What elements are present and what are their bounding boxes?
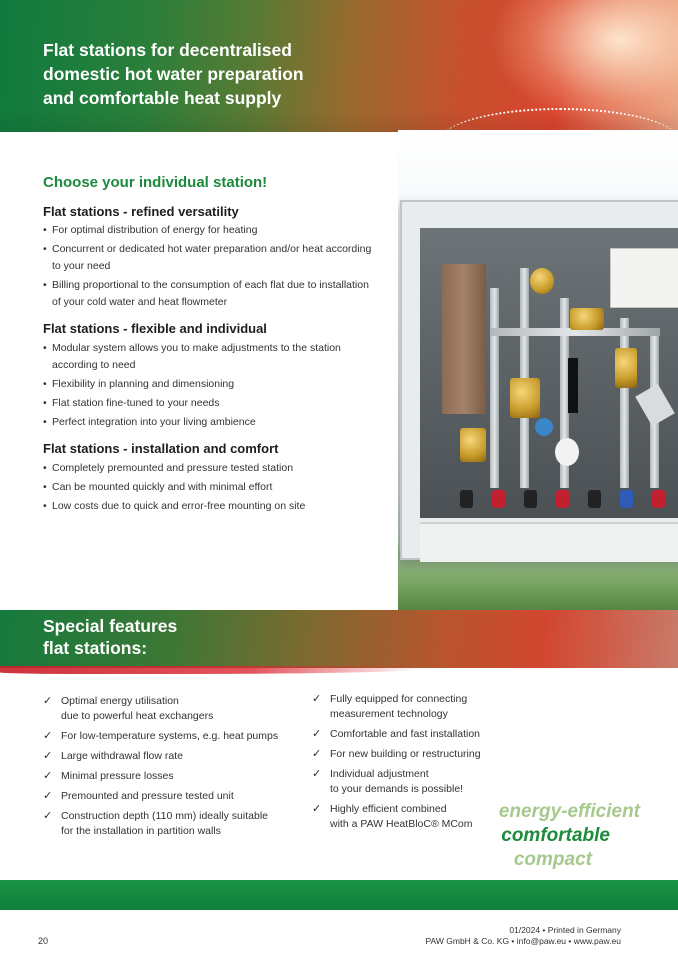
station-base-cover [420,522,678,562]
heat-exchanger [442,264,486,414]
check-icon: ✓ [312,693,322,705]
footer-band [0,880,678,910]
bullet-item: • Completely premounted and pressure tested station [43,460,373,477]
page-title-line: and comfortable heat supply [43,88,282,108]
section-heading-versatility: Flat stations - refined versatility [43,204,239,219]
footer-contact: PAW GmbH & Co. KG • info@paw.eu • www.paw.eu [425,936,621,946]
features-list-left [43,694,303,844]
feature-text: For new building or restructuring [330,748,481,760]
feature-text: Comfortable and fast installation [330,728,480,740]
bullet-item: • Perfect integration into your living ambience [43,414,343,431]
check-icon: ✓ [43,810,53,822]
features-title-line: flat stations: [43,638,148,658]
feature-item [312,767,512,797]
header-banner [0,0,678,132]
pump-fitting [530,268,554,294]
footer-print-info: 01/2024 • Printed in Germany [509,925,621,935]
bullet-item: • For optimal distribution of energy for heating [43,222,373,239]
blue-valve [535,418,553,436]
feature-text: Large withdrawal flow rate [61,750,183,762]
page-title-line: Flat stations for decentralised [43,40,292,60]
feature-item [312,727,512,742]
ball-valve [620,490,633,508]
check-icon: ✓ [43,730,53,742]
feature-text: Individual adjustment [330,768,429,780]
feature-item [43,809,303,839]
ball-valve [492,490,505,508]
features-title-line: Special features [43,616,178,636]
check-icon: ✓ [43,790,53,802]
slogan-line-comfortable: comfortable [501,825,610,846]
check-icon: ✓ [312,748,322,760]
feature-item [43,729,303,744]
feature-item [43,769,303,784]
check-icon: ✓ [312,728,322,740]
bullet-item: • Modular system allows you to make adjustments to the station according to need [43,340,343,374]
flowmeter-black [568,358,578,413]
thermostat-knob [555,438,579,466]
feature-text: Optimal energy utilisation [61,695,179,707]
feature-text: with a PAW HeatBloC® MCom [330,818,473,830]
feature-text: Highly efficient combined [330,803,447,815]
choose-heading: Choose your individual station! [43,174,268,191]
feature-text: measurement technology [330,708,448,720]
station-interior [420,228,678,518]
section-heading-flexible: Flat stations - flexible and individual [43,321,267,336]
bullet-item: • Can be mounted quickly and with minimal effort [43,479,373,496]
page-title-line: domestic hot water preparation [43,64,304,84]
check-icon: ✓ [312,768,322,780]
ball-valve [524,490,537,508]
feature-item [43,694,303,724]
bullet-item: • Low costs due to quick and error-free mounting on site [43,498,373,515]
feature-text: Construction depth (110 mm) ideally suitable [61,810,268,822]
feature-text: Fully equipped for connecting [330,693,468,705]
feature-item [43,749,303,764]
check-icon: ✓ [43,695,53,707]
feature-text: to your demands is possible! [330,783,464,795]
bullet-item: • Flat station fine-tuned to your needs [43,395,343,412]
ball-valve [460,490,473,508]
brass-fitting [460,428,486,462]
ball-valve [652,490,665,508]
page-title [43,38,383,110]
feature-item [312,747,512,762]
bullet-list-versatility [43,222,373,313]
feature-item [312,692,512,722]
bullet-item: • Flexibility in planning and dimensioning [43,376,343,393]
slogan-line-energy-efficient: energy-efficient [498,801,640,822]
section-heading-installation: Flat stations - installation and comfort [43,441,279,456]
slogan-line-compact: compact [513,849,592,870]
check-icon: ✓ [312,803,322,815]
station-housing [400,200,678,560]
label-panel [610,248,678,308]
feature-text: Premounted and pressure tested unit [61,790,234,802]
pipe [620,318,629,488]
feature-item [43,789,303,804]
ball-valve [588,490,601,508]
slogan [470,800,640,872]
feature-text: for the installation in partition walls [61,825,221,837]
features-title [43,615,177,659]
thermostat-head [635,384,675,426]
brass-fitting [510,378,540,418]
bullet-item: • Billing proportional to the consumption of each flat due to installation of your cold water and heat flowmeter [43,277,373,311]
ball-valve [556,490,569,508]
footer-info [425,925,621,947]
feature-text: due to powerful heat exchangers [61,710,214,722]
bullet-list-flexible [43,340,343,433]
bullet-item: • Concurrent or dedicated hot water preparation and/or heat according to your need [43,241,373,275]
product-image-flat-station [398,130,678,610]
brass-fitting [570,308,604,330]
feature-text: Minimal pressure losses [61,770,174,782]
feature-text: For low-temperature systems, e.g. heat pumps [61,730,279,742]
check-icon: ✓ [43,770,53,782]
pipe [490,288,499,488]
page-number: 20 [38,936,49,946]
brass-fitting [615,348,637,388]
bullet-list-installation [43,460,373,517]
check-icon: ✓ [43,750,53,762]
